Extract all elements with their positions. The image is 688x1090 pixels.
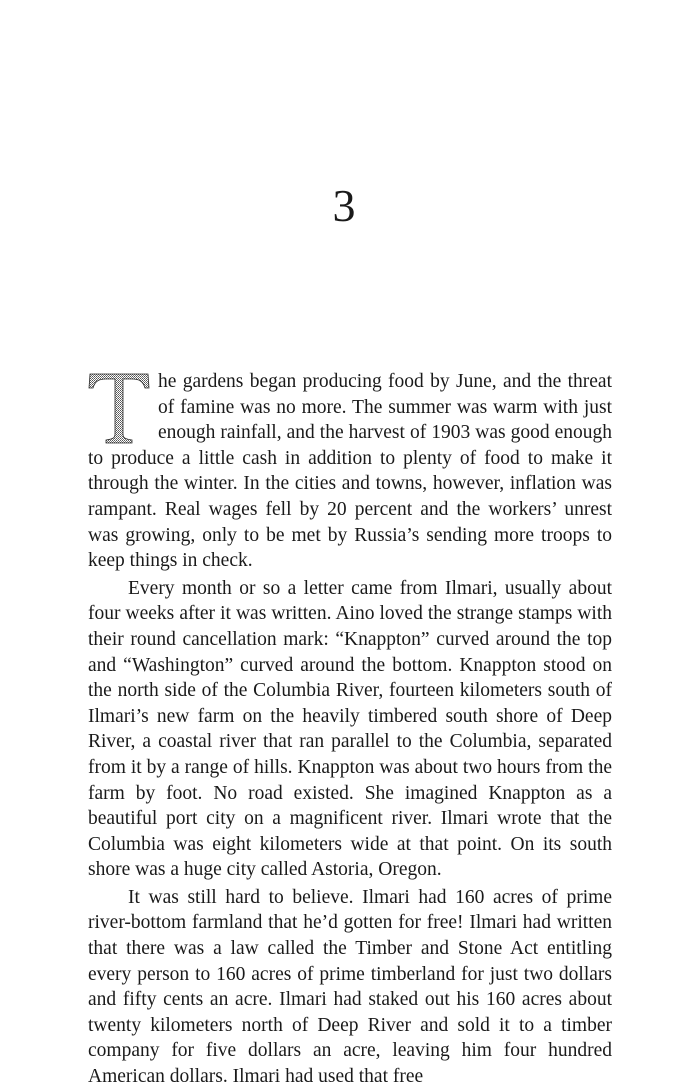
paragraph-3: It was still hard to believe. Ilmari had 160 acres of prime river-bottom farmland that he’d gotten for free! Ilmari had written that there was a law called the Timber and Stone Act entitling every person to 160 acres of prime timberland for just two dollars and fifty cents an acre. Ilmari had staked out his 160 acres about twenty kilometers north of Deep River and sold it to a timber company for five dollars an acre, leaving him four hundred American dollars. Ilmari had used that free bbox=[88, 886, 612, 1088]
paragraph-1 bbox=[88, 369, 612, 574]
chapter-number: 3 bbox=[332, 180, 356, 231]
paragraph-2: Every month or so a letter came from Ilmari, usually about four weeks after it was written. Aino loved the strange stamps with their round cancellation mark: “Knappton” curved around the top and “Washington” curved around the bottom. Knappton stood on the north side of the Columbia River, fourteen kilometers south of Ilmari’s new farm on the heavily timbered south shore of Deep River, a coastal river that ran parallel to the Columbia, separated from it by a range of hills. Knappton was about two hours from the farm by foot. No road existed. She imagined Knappton as a beautiful port city on a magnificent river. Ilmari wrote that the Columbia was eight kilometers wide at that point. On its south shore was a huge city called Astoria, Oregon. bbox=[88, 577, 612, 881]
chapter-body bbox=[88, 369, 612, 1090]
drop-cap-t bbox=[88, 370, 150, 444]
paragraph-1-text: he gardens began producing food by June, and the threat of famine was no more. The summer was warm with just enough rainfall, and the harvest of 1903 was good enough to produce a little cash in addition to plenty of food to make it through the winter. In the cities and towns, however, inflation was rampant. Real wages fell by 20 percent and the workers’ unrest was growing, only to be met by Russia’s sending more troops to keep things in check. bbox=[88, 371, 612, 572]
